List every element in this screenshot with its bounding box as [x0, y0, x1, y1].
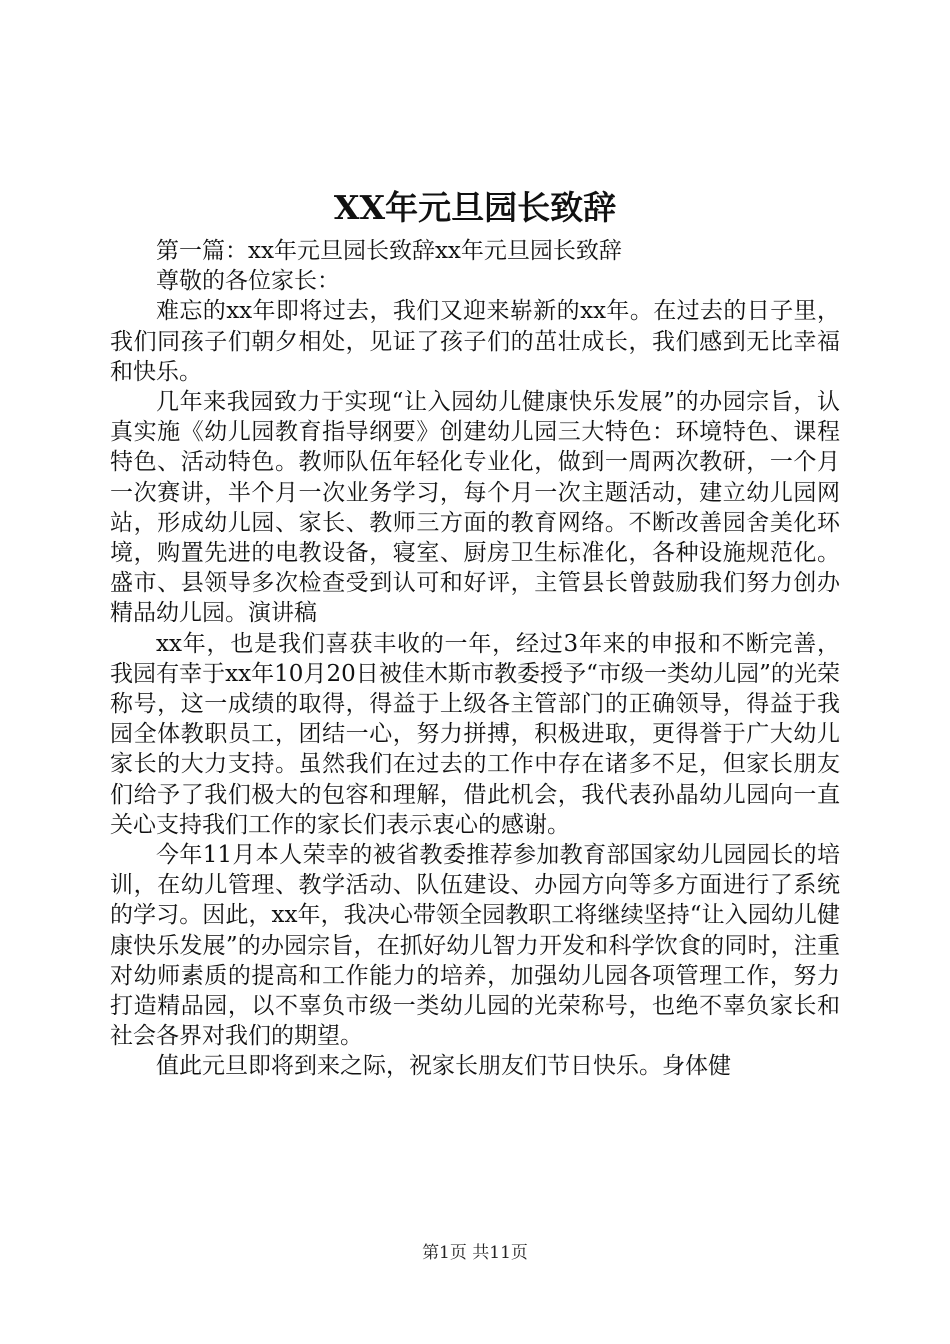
paragraph-1: 难忘的xx年即将过去，我们又迎来崭新的xx年。在过去的日子里，我们同孩子们朝夕相处，见证了孩子们的茁壮成长，我们感到无比幸福和快乐。 — [110, 298, 840, 385]
paragraph-2: 几年来我园致力于实现“让入园幼儿健康快乐发展”的办园宗旨，认真实施《幼儿园教育指导纲要》创建幼儿园三大特色：环境特色、课程特色、活动特色。教师队伍年轻化专业化，做到一周两次教研，一个月一次赛讲，半个月一次业务学习，每个月一次主题活动，建立幼儿园网站，形成幼儿园、家长、教师三方面的教育网络。不断改善园舍美化环境，购置先进的电教设备，寝室、厨房卫生标准化，各种设施规范化。盛市、县领导多次检查受到认可和好评，主管县长曾鼓励我们努力创办精品幼儿园。演讲稿 — [110, 389, 840, 627]
document-body — [110, 236, 840, 1082]
paragraph-4: 今年11月本人荣幸的被省教委推荐参加教育部国家幼儿园园长的培训，在幼儿管理、教学活动、队伍建设、办园方向等多方面进行了系统的学习。因此，xx年，我决心带领全园教职工将继续坚持“让入园幼儿健康快乐发展”的办园宗旨，在抓好幼儿智力开发和科学饮食的同时，注重对幼师素质的提高和工作能力的培养，加强幼儿园各项管理工作，努力打造精品园，以不辜负市级一类幼儿园的光荣称号，也绝不辜负家长和社会各界对我们的期望。 — [110, 842, 840, 1050]
paragraph-3: xx年，也是我们喜获丰收的一年，经过3年来的申报和不断完善，我园有幸于xx年10月20日被佳木斯市教委授予“市级一类幼儿园”的光荣称号，这一成绩的取得，得益于上级各主管部门的正确领导，得益于我园全体教职员工，团结一心，努力拼搏，积极进取，更得誉于广大幼儿家长的大力支持。虽然我们在过去的工作中存在诸多不足，但家长朋友们给予了我们极大的包容和理解，借此机会，我代表孙晶幼儿园向一直关心支持我们工作的家长们表示衷心的感谢。 — [110, 630, 840, 838]
paragraph-heading: 第一篇：xx年元旦园长致辞xx年元旦园长致辞 — [156, 238, 622, 264]
document-title: XX年元旦园长致辞 — [333, 188, 617, 227]
paragraph-salutation: 尊敬的各位家长： — [156, 268, 340, 295]
page-number-footer: 第1页 共11页 — [422, 1243, 528, 1263]
paragraph-5: 值此元旦即将到来之际，祝家长朋友们节日快乐。身体健 — [156, 1053, 731, 1080]
